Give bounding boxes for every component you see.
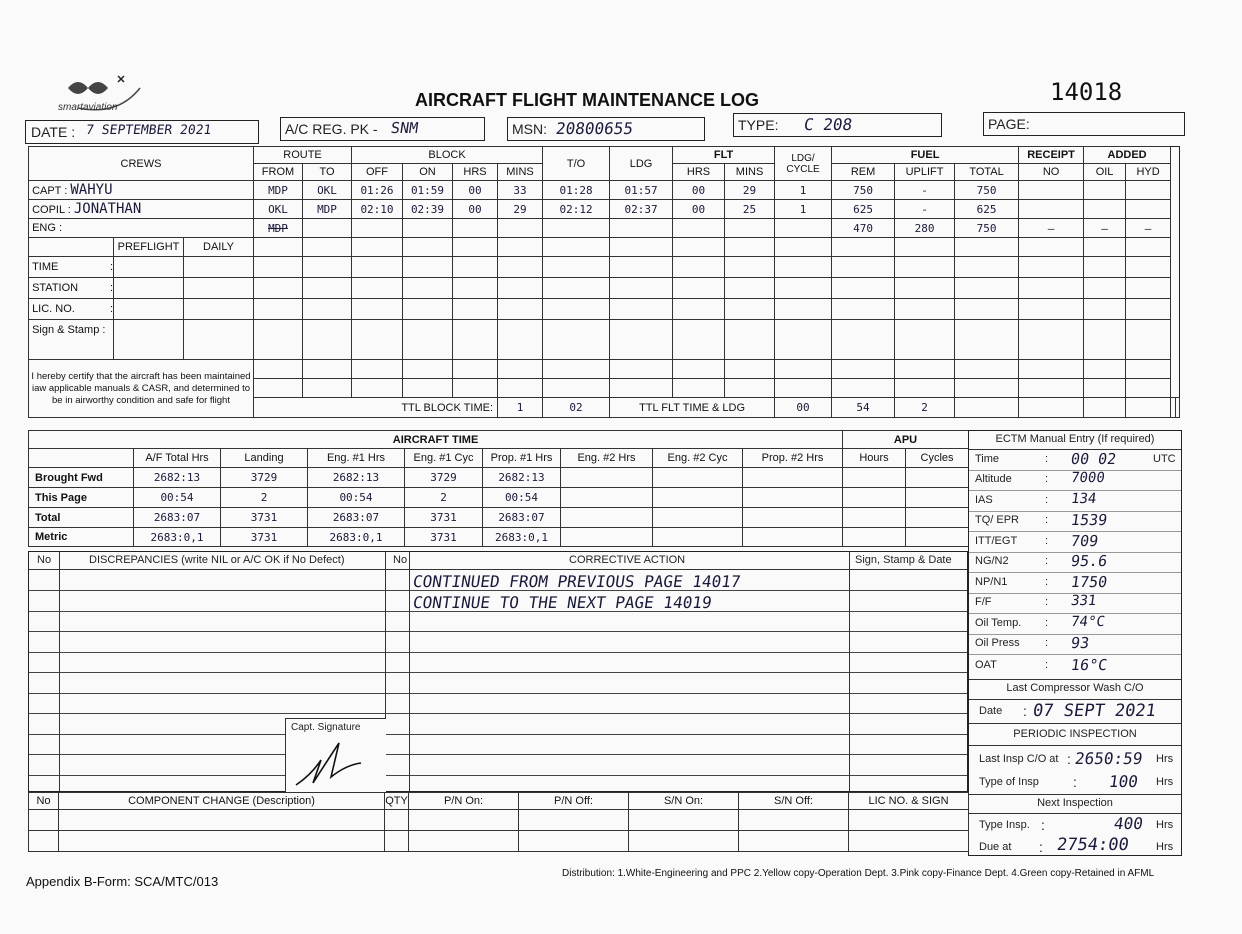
apu-cycles-header: Cycles bbox=[906, 449, 969, 468]
uplift-header: UPLIFT bbox=[895, 164, 955, 181]
row1-oil bbox=[1084, 181, 1126, 200]
table-cell: 2682:13 bbox=[134, 468, 221, 488]
comp-qty-label: QTY bbox=[385, 793, 409, 810]
disc-header: DISCREPANCIES (write NIL or A/C OK if No Defect) bbox=[89, 554, 345, 566]
row2-from: OKL bbox=[254, 200, 303, 219]
row3-ldg bbox=[610, 219, 673, 238]
due-unit: Hrs bbox=[1156, 841, 1174, 853]
form-number: Appendix B-Form: SCA/MTC/013 bbox=[26, 874, 219, 889]
page-title: AIRCRAFT FLIGHT MAINTENANCE LOG bbox=[415, 90, 759, 110]
sign-row-label: Sign & Stamp : bbox=[29, 320, 114, 360]
page-label: PAGE: bbox=[988, 116, 1030, 132]
col-eng1-hrs: Eng. #1 Hrs bbox=[308, 449, 405, 468]
ectm-label: NG/N2 bbox=[975, 555, 1009, 567]
table-cell: 00:54 bbox=[134, 488, 221, 508]
corrective-line-2: CONTINUE TO THE NEXT PAGE 14019 bbox=[411, 593, 713, 612]
ectm-label: F/F bbox=[975, 596, 992, 608]
row2-cycle: 1 bbox=[775, 200, 832, 219]
apu-table bbox=[842, 430, 969, 547]
capt-sig-label: Capt. Signature bbox=[291, 722, 361, 733]
row1-hyd bbox=[1126, 181, 1171, 200]
row2-to: MDP bbox=[303, 200, 352, 219]
reg-value: SNM bbox=[389, 119, 420, 137]
ectm-value: 1750 bbox=[1069, 573, 1109, 591]
compressor-date-label: Date bbox=[979, 705, 1003, 717]
station-row-label: STATION : bbox=[29, 278, 114, 299]
row1-on: 01:59 bbox=[403, 181, 453, 200]
to-route-header: TO bbox=[303, 164, 352, 181]
table-row bbox=[29, 528, 843, 547]
row1-cycle: 1 bbox=[775, 181, 832, 200]
row1-mins: 33 bbox=[498, 181, 543, 200]
copil-label: COPIL bbox=[32, 204, 65, 216]
row2-flt-hrs: 00 bbox=[673, 200, 725, 219]
row3-oil: — bbox=[1084, 219, 1126, 238]
msn-value: 20800655 bbox=[554, 119, 635, 138]
table-row bbox=[29, 508, 843, 528]
type-label: TYPE: bbox=[738, 117, 779, 133]
row3-cycle bbox=[775, 219, 832, 238]
distribution-text: Distribution: 1.White-Engineering and PPC 2.Yellow copy-Operation Dept. 3.Pink copy-Finance Dept. 4.Green copy-Retained in AFML bbox=[562, 868, 1155, 879]
serial-number: 14018 bbox=[1050, 78, 1123, 106]
ttl-flt-label: TTL FLT TIME & LDG bbox=[610, 398, 775, 418]
table-row bbox=[29, 219, 1180, 238]
time-label: TIME bbox=[32, 261, 59, 273]
ectm-value: 74°C bbox=[1069, 614, 1106, 630]
copil-cell: COPIL : JONATHAN bbox=[29, 200, 254, 219]
date-value: 7 SEPTEMBER 2021 bbox=[84, 123, 213, 138]
row3-receipt: — bbox=[1019, 219, 1084, 238]
row2-off: 02:10 bbox=[352, 200, 403, 219]
table-cell: 2682:13 bbox=[308, 468, 405, 488]
ectm-value: 1539 bbox=[1069, 511, 1109, 529]
row2-receipt bbox=[1019, 200, 1084, 219]
row2-hrs: 00 bbox=[453, 200, 498, 219]
corrective-line-1: CONTINUED FROM PREVIOUS PAGE 14017 bbox=[411, 572, 742, 591]
ectm-label: IAS bbox=[975, 494, 993, 506]
row3-to bbox=[303, 219, 352, 238]
row1-flt-mins: 29 bbox=[725, 181, 775, 200]
on-header: ON bbox=[403, 164, 453, 181]
row1-off: 01:26 bbox=[352, 181, 403, 200]
fuel-header: FUEL bbox=[832, 147, 1019, 164]
row3-on bbox=[403, 219, 453, 238]
row1-total: 750 bbox=[955, 181, 1019, 200]
rem-header: REM bbox=[832, 164, 895, 181]
table-cell: 2 bbox=[405, 488, 483, 508]
row-label: Metric bbox=[29, 528, 134, 547]
off-header: OFF bbox=[352, 164, 403, 181]
row3-hyd: — bbox=[1126, 219, 1171, 238]
table-cell: 3731 bbox=[221, 508, 308, 528]
due-value: 2754:00 bbox=[1055, 835, 1131, 855]
table-cell: 2 bbox=[221, 488, 308, 508]
to-header: T/O bbox=[543, 147, 610, 181]
from-header: FROM bbox=[254, 164, 303, 181]
table-cell: 00:54 bbox=[308, 488, 405, 508]
aircraft-time-title: AIRCRAFT TIME bbox=[29, 431, 843, 449]
sn-off-label: S/N Off: bbox=[739, 793, 849, 810]
table-cell: 2683:07 bbox=[308, 508, 405, 528]
table-row bbox=[29, 488, 843, 508]
ectm-label: Time bbox=[975, 453, 1000, 465]
table-cell: 2683:0,1 bbox=[483, 528, 561, 547]
ectm-value: 00 02 bbox=[1069, 450, 1118, 468]
lic-label: LIC. NO. bbox=[32, 303, 75, 315]
comp-no-label: No bbox=[29, 793, 59, 810]
ectm-value: 709 bbox=[1069, 532, 1100, 550]
last-insp-label: Last Insp C/O at bbox=[979, 753, 1059, 765]
disc-no-label: No bbox=[37, 554, 52, 566]
ttl-block-mins: 02 bbox=[543, 398, 610, 418]
reg-label: A/C REG. PK - bbox=[285, 121, 378, 137]
row1-to: OKL bbox=[303, 181, 352, 200]
table-cell: 00:54 bbox=[483, 488, 561, 508]
ectm-value: 331 bbox=[1069, 593, 1098, 609]
type-insp-value: 100 bbox=[1107, 772, 1140, 791]
date-box bbox=[25, 120, 259, 144]
row3-total: 750 bbox=[955, 219, 1019, 238]
row1-from: MDP bbox=[254, 181, 303, 200]
table-cell: 2682:13 bbox=[483, 468, 561, 488]
captain-signature-box bbox=[285, 718, 386, 792]
type-insp-label: Type of Insp bbox=[979, 776, 1039, 788]
compressor-wash-label: Last Compressor Wash C/O bbox=[1006, 682, 1144, 694]
table-cell: 3731 bbox=[221, 528, 308, 547]
next-type-unit: Hrs bbox=[1156, 819, 1174, 831]
receipt-header: RECEIPT bbox=[1019, 147, 1084, 164]
block-header: BLOCK bbox=[352, 147, 543, 164]
row2-uplift: - bbox=[895, 200, 955, 219]
row3-flt-hrs bbox=[673, 219, 725, 238]
sign-label: Sign & Stamp bbox=[32, 324, 100, 336]
row1-receipt bbox=[1019, 181, 1084, 200]
col-af-total: A/F Total Hrs bbox=[134, 449, 221, 468]
ectm-label: Altitude bbox=[975, 473, 1012, 485]
row3-off bbox=[352, 219, 403, 238]
row2-hyd bbox=[1126, 200, 1171, 219]
ttl-flt-hrs: 00 bbox=[775, 398, 832, 418]
ttl-block-hrs: 1 bbox=[498, 398, 543, 418]
added-header: ADDED bbox=[1084, 147, 1171, 164]
table-cell: 3729 bbox=[405, 468, 483, 488]
discrepancy-section bbox=[28, 551, 968, 792]
row1-flt-hrs: 00 bbox=[673, 181, 725, 200]
route-header: ROUTE bbox=[254, 147, 352, 164]
certify-text: I hereby certify that the aircraft has been maintained iaw applicable manuals & CASR, and determined to be in airworthy condition and safe for flight bbox=[29, 360, 254, 418]
row-label: Brought Fwd bbox=[29, 468, 134, 488]
flt-header: FLT bbox=[673, 147, 775, 164]
flight-table bbox=[28, 146, 1180, 418]
flt-hrs-header: HRS bbox=[673, 164, 725, 181]
row1-ldg: 01:57 bbox=[610, 181, 673, 200]
table-cell: 2683:07 bbox=[134, 508, 221, 528]
row2-ldg: 02:37 bbox=[610, 200, 673, 219]
row2-total: 625 bbox=[955, 200, 1019, 219]
row2-to-time: 02:12 bbox=[543, 200, 610, 219]
row3-hrs bbox=[453, 219, 498, 238]
ectm-value: 134 bbox=[1069, 491, 1098, 507]
table-row bbox=[29, 181, 1180, 200]
row2-on: 02:39 bbox=[403, 200, 453, 219]
row2-mins: 29 bbox=[498, 200, 543, 219]
preflight-header: PREFLIGHT bbox=[114, 238, 184, 257]
corr-no-label: No bbox=[393, 554, 408, 566]
type-value: C 208 bbox=[802, 115, 854, 134]
due-label: Due at bbox=[979, 841, 1012, 853]
flt-mins-header: MINS bbox=[725, 164, 775, 181]
table-row bbox=[29, 468, 843, 488]
copil-name: JONATHAN bbox=[73, 201, 142, 217]
capt-name: WAHYU bbox=[70, 182, 113, 198]
lic-sign-label: LIC NO. & SIGN bbox=[849, 793, 969, 810]
ectm-label: Oil Temp. bbox=[975, 617, 1022, 629]
hyd-header: HYD bbox=[1126, 164, 1171, 181]
daily-header: DAILY bbox=[184, 238, 254, 257]
ectm-label: NP/N1 bbox=[975, 576, 1008, 588]
pn-off-label: P/N Off: bbox=[519, 793, 629, 810]
msn-label: MSN: bbox=[512, 121, 547, 137]
periodic-label: PERIODIC INSPECTION bbox=[1013, 728, 1137, 740]
ectm-label: Oil Press bbox=[975, 637, 1020, 649]
station-label: STATION bbox=[32, 282, 79, 294]
block-hrs-header: HRS bbox=[453, 164, 498, 181]
aircraft-time-table bbox=[28, 430, 843, 547]
table-cell: 2683:0,1 bbox=[134, 528, 221, 547]
row-label: Total bbox=[29, 508, 134, 528]
table-cell: 3731 bbox=[405, 508, 483, 528]
next-insp-label: Next Inspection bbox=[1037, 797, 1113, 809]
ttl-flt-mins: 54 bbox=[832, 398, 895, 418]
msn-box bbox=[507, 117, 705, 141]
brand-name: smartaviation bbox=[58, 102, 118, 113]
corrective-header: CORRECTIVE ACTION bbox=[569, 554, 686, 566]
table-row bbox=[29, 200, 1180, 219]
row2-rem: 625 bbox=[832, 200, 895, 219]
eng-cell: ENG : bbox=[29, 219, 254, 238]
row3-rem: 470 bbox=[832, 219, 895, 238]
table-cell: 3729 bbox=[221, 468, 308, 488]
block-mins-header: MINS bbox=[498, 164, 543, 181]
col-landing: Landing bbox=[221, 449, 308, 468]
component-table bbox=[28, 792, 969, 852]
ttl-ldg: 2 bbox=[895, 398, 955, 418]
ectm-title: ECTM Manual Entry (If required) bbox=[995, 433, 1155, 445]
apu-hours-header: Hours bbox=[843, 449, 906, 468]
col-eng2-cyc: Eng. #2 Cyc bbox=[653, 449, 743, 468]
date-label: DATE : bbox=[31, 124, 76, 140]
row3-mins bbox=[498, 219, 543, 238]
col-eng1-cyc: Eng. #1 Cyc bbox=[405, 449, 483, 468]
reg-box bbox=[280, 117, 485, 141]
row3-flt-mins bbox=[725, 219, 775, 238]
crews-header: CREWS bbox=[29, 147, 254, 181]
table-cell: 2683:0,1 bbox=[308, 528, 405, 547]
oil-header: OIL bbox=[1084, 164, 1126, 181]
logo bbox=[58, 68, 148, 118]
col-prop2-hrs: Prop. #2 Hrs bbox=[743, 449, 843, 468]
row3-uplift: 280 bbox=[895, 219, 955, 238]
row1-hrs: 00 bbox=[453, 181, 498, 200]
row-label: This Page bbox=[29, 488, 134, 508]
row1-to-time: 01:28 bbox=[543, 181, 610, 200]
apu-title: APU bbox=[843, 431, 969, 449]
sign-stamp-header: Sign, Stamp & Date bbox=[855, 554, 952, 566]
row2-flt-mins: 25 bbox=[725, 200, 775, 219]
receipt-no-header: NO bbox=[1019, 164, 1084, 181]
ectm-value: 7000 bbox=[1069, 470, 1106, 486]
capt-label: CAPT bbox=[32, 185, 62, 197]
ttl-block-label: TTL BLOCK TIME: bbox=[254, 398, 498, 418]
utc-label: UTC bbox=[1153, 453, 1176, 465]
time-row-label: TIME : bbox=[29, 257, 114, 278]
row1-uplift: - bbox=[895, 181, 955, 200]
next-type-label: Type Insp. bbox=[979, 819, 1030, 831]
page-box bbox=[983, 112, 1185, 136]
pn-on-label: P/N On: bbox=[409, 793, 519, 810]
total-header: TOTAL bbox=[955, 164, 1019, 181]
ectm-value: 16°C bbox=[1069, 656, 1109, 674]
type-box bbox=[733, 113, 942, 137]
ectm-value: 93 bbox=[1069, 634, 1091, 652]
comp-desc-label: COMPONENT CHANGE (Description) bbox=[59, 793, 385, 810]
table-cell: 2683:07 bbox=[483, 508, 561, 528]
row3-from: MDP bbox=[254, 219, 303, 238]
capt-cell: CAPT : WAHYU bbox=[29, 181, 254, 200]
row3-to-time bbox=[543, 219, 610, 238]
col-eng2-hrs: Eng. #2 Hrs bbox=[561, 449, 653, 468]
col-prop1-hrs: Prop. #1 Hrs bbox=[483, 449, 561, 468]
row2-oil bbox=[1084, 200, 1126, 219]
table-cell: 3731 bbox=[405, 528, 483, 547]
last-insp-unit: Hrs bbox=[1156, 753, 1174, 765]
ectm-label: ITT/EGT bbox=[975, 535, 1018, 547]
lic-row-label: LIC. NO. : bbox=[29, 299, 114, 320]
next-type-value: 400 bbox=[1112, 814, 1145, 833]
ectm-label: OAT bbox=[975, 659, 997, 671]
eng-label: ENG bbox=[32, 222, 56, 234]
last-insp-value: 2650:59 bbox=[1073, 749, 1144, 768]
sn-on-label: S/N On: bbox=[629, 793, 739, 810]
signature-icon bbox=[291, 735, 381, 790]
ldg-header: LDG bbox=[610, 147, 673, 181]
ectm-value: 95.6 bbox=[1069, 552, 1109, 570]
ectm-panel: ECTM Manual Entry (If required) Time : 00 02 Altitude : 7000 IAS : 134 TQ/ EPR : 1539 ITT/EGT : 709 NG/N2 : 95.6 NP/N1 : 1750 F/F : 331 Oil Temp. : 74°C Oil Press : 93 OAT : 16°C UTC Last Compressor Wash C/O Date : 07 SEPT 2021 PERIODIC INSPECTION Last Insp C/O at : 2650:59 Hrs Type of Insp : 100 Hrs Next Inspection Type Insp. : 400 Hrs Due at : 2754:00 Hrs bbox=[968, 430, 1182, 856]
row1-rem: 750 bbox=[832, 181, 895, 200]
ectm-label: TQ/ EPR bbox=[975, 514, 1020, 526]
compressor-date: 07 SEPT 2021 bbox=[1031, 701, 1158, 721]
cycle-header: LDG/ CYCLE bbox=[775, 147, 832, 181]
type-insp-unit: Hrs bbox=[1156, 776, 1174, 788]
